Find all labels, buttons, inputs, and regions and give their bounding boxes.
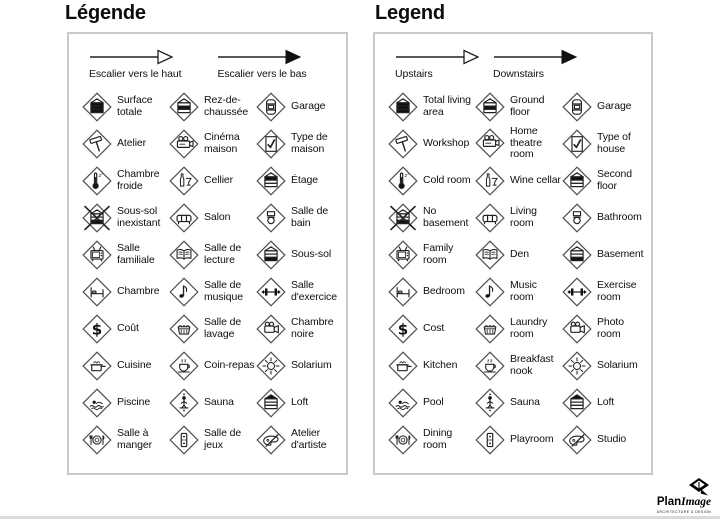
legend-item xyxy=(169,92,256,122)
legend-item-label: Sauna xyxy=(510,395,540,408)
stairs-arrows xyxy=(89,49,346,80)
legend-item xyxy=(562,351,649,381)
legend-item-label: Home theatre room xyxy=(510,125,542,161)
legend-item-label: Coin-repas xyxy=(204,358,255,371)
legend-item xyxy=(388,425,475,455)
legend-item-label: Salle d'exercice xyxy=(291,278,337,303)
legend-item xyxy=(169,203,256,233)
breakfast-icon xyxy=(475,351,505,381)
planimage-logo-tagline: ARCHITECTURE & DESIGN xyxy=(656,509,712,514)
legend-item xyxy=(169,314,256,344)
home-theatre-icon xyxy=(475,128,505,158)
legend-item-label: Living room xyxy=(510,204,537,229)
legend-item-label: Solarium xyxy=(291,358,332,371)
legend-item xyxy=(475,240,562,270)
kitchen-icon xyxy=(388,351,418,381)
legend-item-label: Bedroom xyxy=(423,284,465,297)
basement-icon xyxy=(256,240,286,270)
loft-icon xyxy=(256,388,286,418)
legend-grid-english xyxy=(388,88,651,458)
legend-item-label: Atelier xyxy=(117,136,147,149)
legend-item xyxy=(388,92,475,122)
cost-icon xyxy=(82,314,112,344)
legend-item xyxy=(82,240,169,270)
legend-item-label: Dining room xyxy=(423,426,453,451)
legend-item xyxy=(256,314,343,344)
legend-item-label: Bathroom xyxy=(597,210,642,223)
legend-item-label: Den xyxy=(510,247,529,260)
legend-item-label: Breakfast nook xyxy=(510,352,554,377)
legend-item xyxy=(475,203,562,233)
downstairs-arrow-label: Escalier vers le bas xyxy=(217,68,307,80)
planimage-logo-text xyxy=(651,497,717,509)
living-room-icon xyxy=(169,203,199,233)
legend-item-label: Type of house xyxy=(597,130,631,155)
pool-icon xyxy=(82,388,112,418)
planimage-logo xyxy=(651,476,717,514)
legend-item-label: Type de maison xyxy=(291,130,328,155)
legend-item xyxy=(562,203,649,233)
studio-icon xyxy=(256,425,286,455)
legend-item-label: Sous-sol xyxy=(291,247,332,260)
legend-item-label: Cuisine xyxy=(117,358,152,371)
page-bottom-rule xyxy=(0,516,720,519)
legend-item-label: Salle de lecture xyxy=(204,241,242,266)
legend-item xyxy=(256,129,343,159)
legend-item xyxy=(256,425,343,455)
garage-icon xyxy=(256,92,286,122)
sauna-icon xyxy=(475,388,505,418)
legend-item xyxy=(169,425,256,455)
legend-item xyxy=(562,92,649,122)
legend-item xyxy=(169,388,256,418)
legend-item xyxy=(388,388,475,418)
legend-item xyxy=(82,129,169,159)
bathroom-icon xyxy=(256,203,286,233)
legend-item xyxy=(82,425,169,455)
upstairs-arrow-label: Escalier vers le haut xyxy=(89,68,182,80)
downstairs-arrow-icon xyxy=(217,49,301,65)
legend-item-label: Salle de musique xyxy=(204,278,243,303)
legend-item xyxy=(82,92,169,122)
photo-room-icon xyxy=(562,314,592,344)
second-floor-icon xyxy=(562,166,592,196)
legend-item xyxy=(82,203,169,233)
legend-item xyxy=(82,314,169,344)
legend-item xyxy=(388,166,475,196)
legend-item xyxy=(562,240,649,270)
logo-name-plan: Plan xyxy=(656,496,682,508)
legend-grid-french xyxy=(82,88,346,458)
legend-item-label: Chambre froide xyxy=(117,167,160,192)
ground-floor-icon xyxy=(475,92,505,122)
playroom-icon xyxy=(475,425,505,455)
legend-item xyxy=(562,425,649,455)
kitchen-icon xyxy=(82,351,112,381)
upstairs-arrow-icon xyxy=(395,49,479,65)
upstairs-arrow-group xyxy=(89,49,181,80)
legend-item-label: Rez-de-chaussée xyxy=(204,93,249,118)
downstairs-arrow-group xyxy=(493,49,577,80)
legend-item-label: Coût xyxy=(117,321,139,334)
photo-room-icon xyxy=(256,314,286,344)
legend-item-label: Sauna xyxy=(204,395,234,408)
legend-item-label: Music room xyxy=(510,278,537,303)
legend-item xyxy=(82,351,169,381)
house-type-icon xyxy=(256,129,286,159)
downstairs-arrow-group xyxy=(217,49,306,80)
bedroom-icon xyxy=(82,277,112,307)
cost-icon xyxy=(388,314,418,344)
legend-item-label: Chambre noire xyxy=(291,315,334,340)
legend-item xyxy=(169,277,256,307)
legend-item-label: Photo room xyxy=(597,315,624,340)
legend-item xyxy=(562,314,649,344)
exercise-room-icon xyxy=(562,277,592,307)
legend-item xyxy=(256,166,343,196)
total-area-icon xyxy=(82,92,112,122)
music-room-icon xyxy=(475,277,505,307)
legend-item xyxy=(475,388,562,418)
solarium-icon xyxy=(562,351,592,381)
sauna-icon xyxy=(169,388,199,418)
no-basement-icon xyxy=(82,203,112,233)
legend-item xyxy=(256,92,343,122)
studio-icon xyxy=(562,425,592,455)
legend-item-label: Loft xyxy=(597,395,615,408)
legend-item xyxy=(562,166,649,196)
legend-item-label: Salon xyxy=(204,210,231,223)
legend-item xyxy=(475,277,562,307)
den-icon xyxy=(169,240,199,270)
legend-item xyxy=(169,351,256,381)
legend-item-label: Kitchen xyxy=(423,358,458,371)
legend-panel-french xyxy=(67,32,348,475)
legend-item xyxy=(562,277,649,307)
living-room-icon xyxy=(475,203,505,233)
legend-item-label: Cold room xyxy=(423,173,471,186)
loft-icon xyxy=(562,388,592,418)
legend-item-label: Garage xyxy=(291,99,326,112)
dining-icon xyxy=(82,425,112,455)
upstairs-arrow-icon xyxy=(89,49,173,65)
legend-item-label: Pool xyxy=(423,395,444,408)
second-floor-icon xyxy=(256,166,286,196)
legend-item-label: Salle à manger xyxy=(117,426,153,451)
legend-item xyxy=(169,166,256,196)
legend-item xyxy=(388,203,475,233)
legend-item-label: Étage xyxy=(291,173,318,186)
legend-item xyxy=(82,277,169,307)
solarium-icon xyxy=(256,351,286,381)
legend-item xyxy=(475,314,562,344)
legend-item xyxy=(256,240,343,270)
home-theatre-icon xyxy=(169,129,199,159)
legend-item-label: Salle de lavage xyxy=(204,315,242,340)
upstairs-arrow-label: Upstairs xyxy=(395,68,433,80)
legend-item xyxy=(388,129,475,159)
dining-icon xyxy=(388,425,418,455)
legend-item-label: Chambre xyxy=(117,284,160,297)
basement-icon xyxy=(562,240,592,270)
laundry-icon xyxy=(475,314,505,344)
house-type-icon xyxy=(562,129,592,159)
bedroom-icon xyxy=(388,277,418,307)
pool-icon xyxy=(388,388,418,418)
legend-item xyxy=(82,388,169,418)
legend-item xyxy=(475,92,562,122)
no-basement-icon xyxy=(388,203,418,233)
legend-item xyxy=(256,351,343,381)
legend-item-label: Basement xyxy=(597,247,644,260)
legend-item-label: Salle familiale xyxy=(117,241,155,266)
den-icon xyxy=(475,240,505,270)
legend-item xyxy=(388,351,475,381)
legend-item-label: Workshop xyxy=(423,136,470,149)
wine-cellar-icon xyxy=(475,166,505,196)
ground-floor-icon xyxy=(169,92,199,122)
legend-item-label: Cost xyxy=(423,321,445,334)
downstairs-arrow-label: Downstairs xyxy=(493,68,544,80)
downstairs-arrow-icon xyxy=(493,49,577,65)
legend-item-label: Surface totale xyxy=(117,93,153,118)
legend-item xyxy=(562,388,649,418)
legend-item xyxy=(388,240,475,270)
legend-item-label: Atelier d'artiste xyxy=(291,426,327,451)
legend-item xyxy=(475,425,562,455)
legend-item-label: Cinéma maison xyxy=(204,130,240,155)
legend-item xyxy=(388,314,475,344)
legend-item xyxy=(475,166,562,196)
legend-item-label: Ground floor xyxy=(510,93,545,118)
legend-item xyxy=(475,126,562,161)
legend-item xyxy=(256,388,343,418)
family-room-icon xyxy=(82,240,112,270)
legend-item-label: Second floor xyxy=(597,167,633,192)
laundry-icon xyxy=(169,314,199,344)
legend-item-label: Salle de jeux xyxy=(204,426,242,451)
stairs-arrows xyxy=(395,49,651,80)
cold-room-icon xyxy=(388,166,418,196)
legend-item-label: Piscine xyxy=(117,395,151,408)
legend-item xyxy=(169,240,256,270)
total-area-icon xyxy=(388,92,418,122)
upstairs-arrow-group xyxy=(395,49,479,80)
cold-room-icon xyxy=(82,166,112,196)
page-title-french: Légende xyxy=(65,2,146,24)
legend-item-label: Laundry room xyxy=(510,315,548,340)
legend-item xyxy=(169,129,256,159)
legend-item xyxy=(256,203,343,233)
workshop-icon xyxy=(82,129,112,159)
playroom-icon xyxy=(169,425,199,455)
breakfast-icon xyxy=(169,351,199,381)
legend-item-label: Garage xyxy=(597,99,632,112)
legend-item xyxy=(562,129,649,159)
legend-item-label: Wine cellar xyxy=(510,173,561,186)
legend-item-label: No basement xyxy=(423,204,469,229)
legend-item-label: Sous-sol inexistant xyxy=(117,204,161,229)
bathroom-icon xyxy=(562,203,592,233)
page-title-english: Legend xyxy=(375,2,445,24)
planimage-logo-icon xyxy=(687,476,711,497)
legend-item-label: Exercise room xyxy=(597,278,637,303)
music-room-icon xyxy=(169,277,199,307)
garage-icon xyxy=(562,92,592,122)
family-room-icon xyxy=(388,240,418,270)
legend-item-label: Playroom xyxy=(510,432,554,445)
wine-cellar-icon xyxy=(169,166,199,196)
legend-item-label: Loft xyxy=(291,395,309,408)
legend-item-label: Solarium xyxy=(597,358,638,371)
legend-item xyxy=(388,277,475,307)
legend-item xyxy=(82,166,169,196)
legend-item-label: Family room xyxy=(423,241,454,266)
legend-item xyxy=(475,351,562,381)
workshop-icon xyxy=(388,129,418,159)
legend-item xyxy=(256,277,343,307)
legend-item-label: Salle de bain xyxy=(291,204,329,229)
logo-name-image: Image xyxy=(681,496,712,508)
legend-item-label: Total living area xyxy=(423,93,471,118)
legend-item-label: Studio xyxy=(597,432,627,445)
exercise-room-icon xyxy=(256,277,286,307)
legend-panel-english xyxy=(373,32,653,475)
legend-item-label: Cellier xyxy=(204,173,234,186)
